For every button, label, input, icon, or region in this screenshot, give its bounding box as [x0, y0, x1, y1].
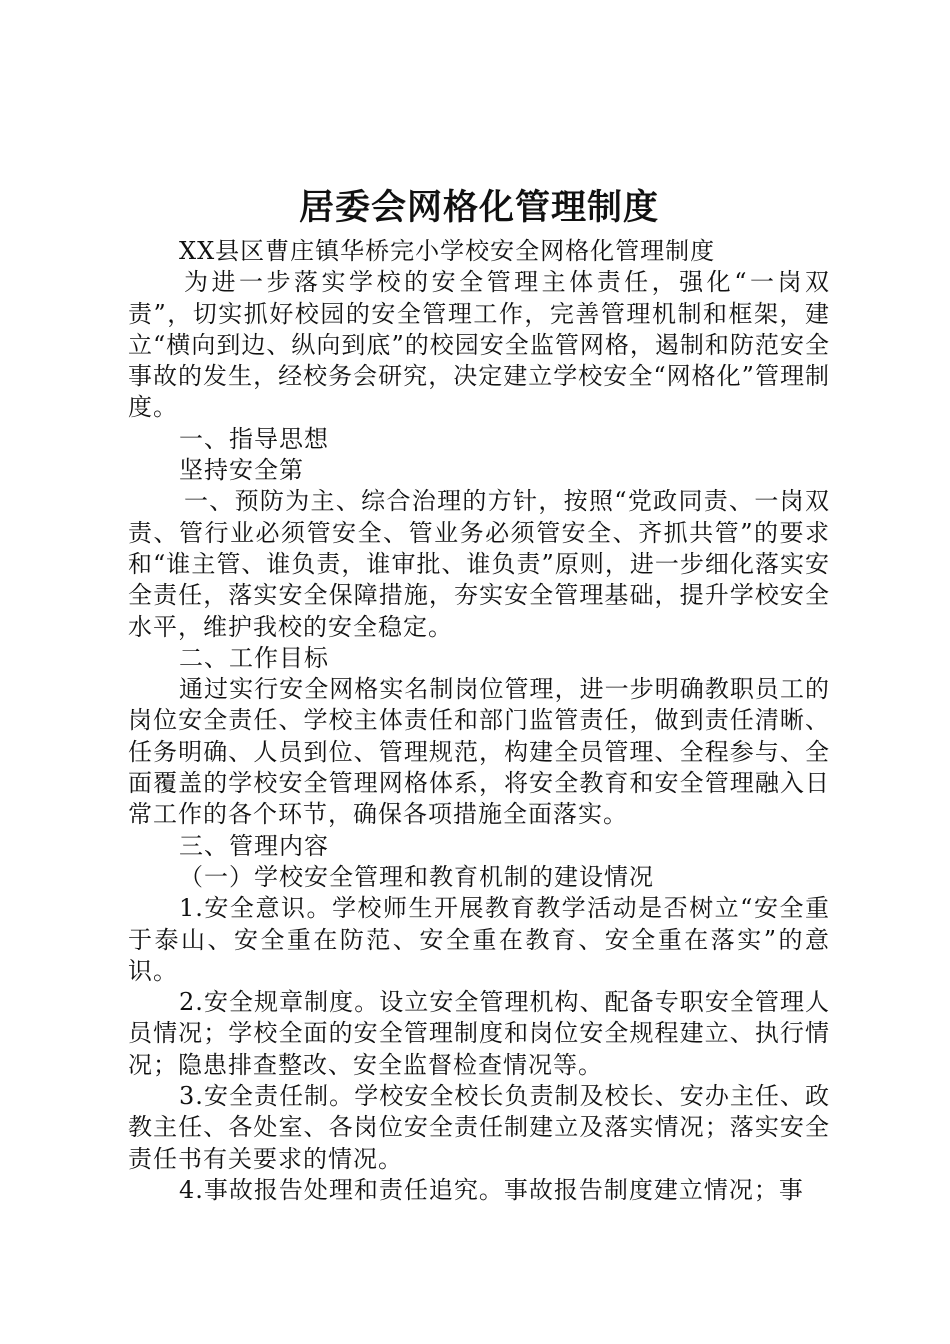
paragraph-work-goals: 通过实行安全网格实名制岗位管理，进一步明确教职员工的岗位安全责任、学校主体责任和部门监管责任，做到责任清晰、任务明确、人员到位、管理规范，构建全员管理、全程参与、全面覆盖的学校安全管理网格体系，将安全教育和安全管理融入日常工作的各个环节，确保各项措施全面落实。 [128, 675, 830, 829]
section-heading-guiding-ideology: 一、指导思想 [179, 424, 329, 453]
list-item-safety-responsibility: 3.安全责任制。学校安全校长负责制及校长、安办主任、政教主任、各处室、各岗位安全责任制建立及落实情况；落实安全责任书有关要求的情况。 [128, 1082, 830, 1173]
document-subtitle: XX县区曹庄镇华桥完小学校安全网格化管理制度 [179, 237, 716, 265]
section-heading-management-content: 三、管理内容 [179, 831, 329, 860]
list-item-accident-report: 4.事故报告处理和责任追究。事故报告制度建立情况；事 [179, 1175, 804, 1204]
paragraph-adhere-safety: 坚持安全第 [179, 456, 304, 485]
section-heading-work-goals: 二、工作目标 [179, 643, 329, 672]
list-item-safety-awareness: 1.安全意识。学校师生开展教育教学活动是否树立“安全重于泰山、安全重在防范、安全重在教育、安全重在落实”的意识。 [128, 894, 830, 985]
list-item-safety-rules: 2.安全规章制度。设立安全管理机构、配备专职安全管理人员情况；学校全面的安全管理制度和岗位安全规程建立、执行情况；隐患排查整改、安全监督检查情况等。 [128, 988, 830, 1079]
document-page [128, 184, 830, 1206]
subsection-heading-mechanism: （一）学校安全管理和教育机制的建设情况 [179, 862, 654, 891]
intro-paragraph: 为进一步落实学校的安全管理主体责任，强化“一岗双责”，切实抓好校园的安全管理工作，完善管理机制和框架，建立“横向到边、纵向到底”的校园安全监管网格，遏制和防范安全事故的发生，经校务会研究，决定建立学校安全“网格化”管理制度。 [128, 268, 830, 422]
paragraph-prevention-policy: 一、预防为主、综合治理的方针，按照“党政同责、一岗双责、管行业必须管安全、管业务必须管安全、齐抓共管”的要求和“谁主管、谁负责，谁审批、谁负责”原则，进一步细化落实安全责任，落实安全保障措施，夯实安全管理基础，提升学校安全水平，维护我校的安全稳定。 [128, 487, 830, 641]
document-title: 居委会网格化管理制度 [298, 187, 659, 228]
